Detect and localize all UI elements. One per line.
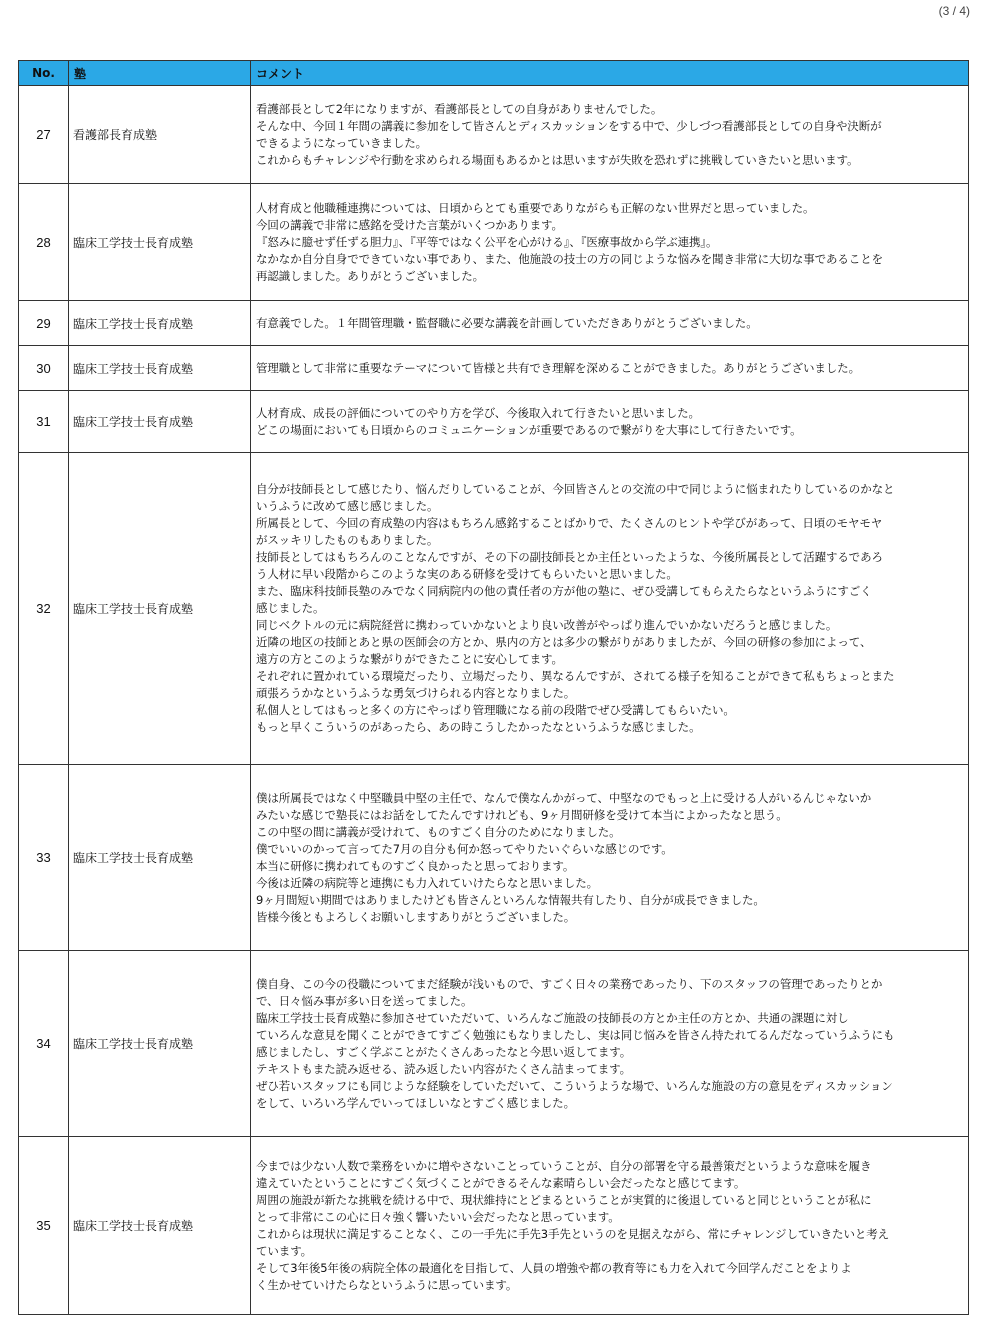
comment-line: 近隣の地区の技師とあと県の医師会の方とか、県内の方とは多少の繋がりがありましたが、今回の研修の参加によって、 [256,635,872,649]
row-number: 30 [19,346,69,391]
row-comment [251,86,969,184]
comment-line: く生かせていけたらなというふうに思っています。 [256,1277,518,1292]
table-row [19,453,969,765]
table-row [19,951,969,1137]
comment-line: これからもチャレンジや行動を求められる場面もあるかとは思いますが失敗を恐れずに挑戦していきたいと思います。 [256,152,859,167]
table-row [19,391,969,453]
comment-line: 私個人としてはもっと多くの方にやっぱり管理職になる前の段階でぜひ受講してもらいたい。 [256,703,735,717]
comment-line: 周囲の施設が新たな挑戦を続ける中で、現状維持にとどまるということが実質的に後退していると同じということが私に [256,1192,872,1207]
row-comment [251,453,969,765]
comment-line: 有意義でした。１年間管理職・監督職に必要な講義を計画していただきありがとうございました。 [256,315,758,330]
row-comment [251,951,969,1137]
table-row [19,765,969,951]
row-school: 臨床工学技士長育成塾 [69,1137,251,1315]
row-number: 33 [19,765,69,951]
comment-line: できるようになっていきました。 [256,135,427,150]
row-number: 27 [19,86,69,184]
comment-line: 看護部長として2年になりますが、看護部長としての自身がありませんでした。 [256,101,663,116]
row-comment [251,391,969,453]
comment-line: 皆様今後ともよろしくお願いしますありがとうございました。 [256,909,576,924]
comment-line: 人材育成と他職種連携については、日頃からとても重要でありながらも正解のない世界だと思っていました。 [256,200,815,215]
comment-line: をして、いろいろ学んでいってほしいなとすごく感じました。 [256,1095,575,1110]
comments-table [18,60,969,1315]
comment-line: 9ヶ月間短い期間ではありましたけども皆さんといろんな情報共有したり、自分が成長できました。 [256,892,765,907]
comment-line: ています。 [256,1243,313,1258]
row-number: 29 [19,301,69,346]
comment-line: 僕でいいのかって言ってた7月の自分も何か怒ってやりたいぐらいな感じのです。 [256,841,673,856]
comment-line: それぞれに置かれている環境だったり、立場だったり、異なるんですが、されてる様子を知ることができて私もちょっとまた [256,669,895,683]
comment-line: いうふうに改めて感じ感じました。 [256,499,439,513]
comment-line: 自分が技師長として感じたり、悩んだりしていることが、今回皆さんとの交流の中で同じように悩まれたりしているのかなと [256,482,895,496]
comment-line: 僕自身、この今の役職についてまだ経験が浅いもので、すごく日々の業務であったり、下のスタッフの管理であったりとか [256,976,883,991]
row-school: 臨床工学技士長育成塾 [69,391,251,453]
comment-line: テキストもまた読み返せる、読み返したい内容がたくさん詰まってます。 [256,1061,632,1076]
row-school: 臨床工学技士長育成塾 [69,453,251,765]
comment-line: 人材育成、成長の評価についてのやり方を学び、今後取入れて行きたいと思いました。 [256,405,700,420]
row-school: 臨床工学技士長育成塾 [69,301,251,346]
row-number: 35 [19,1137,69,1315]
row-number: 34 [19,951,69,1137]
comment-line: とって非常にこの心に日々強く響いたいい会だったなと思っています。 [256,1209,620,1224]
table-row [19,346,969,391]
comment-line: 本当に研修に携われてものすごく良かったと思っております。 [256,858,575,873]
comment-line: う人材に早い段階からこのような実のある研修を受けてもらいたいと思いました。 [256,567,678,581]
table-row [19,184,969,301]
comment-line: 今までは少ない人数で業務をいかに増やさないことっていうことが、自分の部署を守る最善策だというような意味を履き [256,1158,872,1173]
comment-line: 遠方の方とこのような繋がりができたことに安心してます。 [256,652,563,666]
comment-line: 今後は近隣の病院等と連携にも力入れていけたらなと思いました。 [256,875,598,890]
comment-line: どこの場面においても日頃からのコミュニケーションが重要であるので繋がりを大事にして行きたいです。 [256,422,802,437]
row-school: 臨床工学技士長育成塾 [69,951,251,1137]
comment-line: がスッキリしたものもありました。 [256,533,439,547]
row-comment [251,1137,969,1315]
table-row [19,86,969,184]
comment-line: 今回の講義で非常に感銘を受けた言葉がいくつかあります。 [256,217,563,232]
header-comment: コメント [251,61,969,86]
row-comment [251,184,969,301]
row-comment [251,301,969,346]
comment-line: みたいな感じで塾長にはお話をしてたんですけれども、9ヶ月間研修を受けて本当によかったなと思う。 [256,807,788,822]
row-school: 臨床工学技士長育成塾 [69,346,251,391]
comment-line: 所属長として、今回の育成塾の内容はもちろん感銘することばかりで、たくさんのヒントや学びがあって、日頃のモヤモヤ [256,516,883,530]
row-comment [251,765,969,951]
comment-line: なかなか自分自身でできていない事であり、また、他施設の技士の方の同じような悩みを聞き非常に大切な事であることを [256,251,883,266]
row-school: 臨床工学技士長育成塾 [69,765,251,951]
header-no: No. [19,61,69,86]
comment-line: 技師長としてはもちろんのことなんですが、その下の副技師長とか主任といったような、今後所属長として活躍するであろ [256,550,883,564]
comment-line: 感じましたし、すごく学ぶことがたくさんあったなと今思い返してます。 [256,1044,632,1059]
comment-line: 臨床工学技士長育成塾に参加させていただいて、いろんなご施設の技師長の方とか主任の方とか、共通の課題に対し [256,1010,849,1025]
comment-line: 僕は所属長ではなく中堅職員中堅の主任で、なんで僕なんかがって、中堅なのでもっと上に受ける人がいるんじゃないか [256,790,872,805]
comment-line: 管理職として非常に重要なテーマについて皆様と共有でき理解を深めることができました。ありがとうございました。 [256,360,860,375]
comment-line: 同じベクトルの元に病院経営に携わっていかないとより良い改善がやっぱり進んでいかないだろうと感じました。 [256,618,838,632]
comment-line: 再認識しました。ありがとうございました。 [256,268,484,283]
comment-line: もっと早くこういうのがあったら、あの時こうしたかったなというふうな感じました。 [256,720,701,734]
comment-line: で、日々悩み事が多い日を送ってました。 [256,993,473,1008]
row-comment [251,346,969,391]
comment-line: 感じました。 [256,601,325,615]
comment-line: 違えていたということにすごく気づくことができるそんな素晴らしい会だったなと感じてます。 [256,1175,746,1190]
row-number: 31 [19,391,69,453]
comment-line: そんな中、今回１年間の講義に参加をして皆さんとディスカッションをする中で、少しづつ看護部長としての自身や決断が [256,118,882,133]
comment-line: これからは現状に満足することなく、この一手先に手先3手先というのを見据えながら、常にチャレンジしていきたいと考え [256,1226,890,1241]
row-number: 32 [19,453,69,765]
header-school: 塾 [69,61,251,86]
comment-line: また、臨床科技師長塾のみでなく同病院内の他の責任者の方が他の塾に、ぜひ受講してもらえたらなというふうにすごく [256,584,872,598]
comment-line: この中堅の間に講義が受けれて、ものすごく自分のためになりました。 [256,824,621,839]
comment-line: 『怒みに臆せず任ずる胆力』、『平等ではなく公平を心がける』、『医療事故から学ぶ連携』。 [256,234,718,249]
comment-line: そして3年後5年後の病院全体の最適化を目指して、人員の増強や都の教育等にも力を入れて今回学んだことをよりよ [256,1260,852,1275]
row-number: 28 [19,184,69,301]
table-body [19,86,969,1315]
table-header-row [19,61,969,86]
table-row [19,1137,969,1315]
comment-line: 頑張ろうかなというふうな勇気づけられる内容となりました。 [256,686,576,700]
row-school: 看護部長育成塾 [69,86,251,184]
page-indicator: (3 / 4) [938,4,970,18]
comment-line: ていろんな意見を聞くことができてすごく勉強にもなりましたし、実は同じ悩みを皆さん持たれてるんだなっていうふうにも [256,1027,895,1042]
row-school: 臨床工学技士長育成塾 [69,184,251,301]
comment-line: ぜひ若いスタッフにも同じような経験をしていただいて、こういうような場で、いろんな施設の方の意見をディスカッション [256,1078,893,1093]
table-row [19,301,969,346]
